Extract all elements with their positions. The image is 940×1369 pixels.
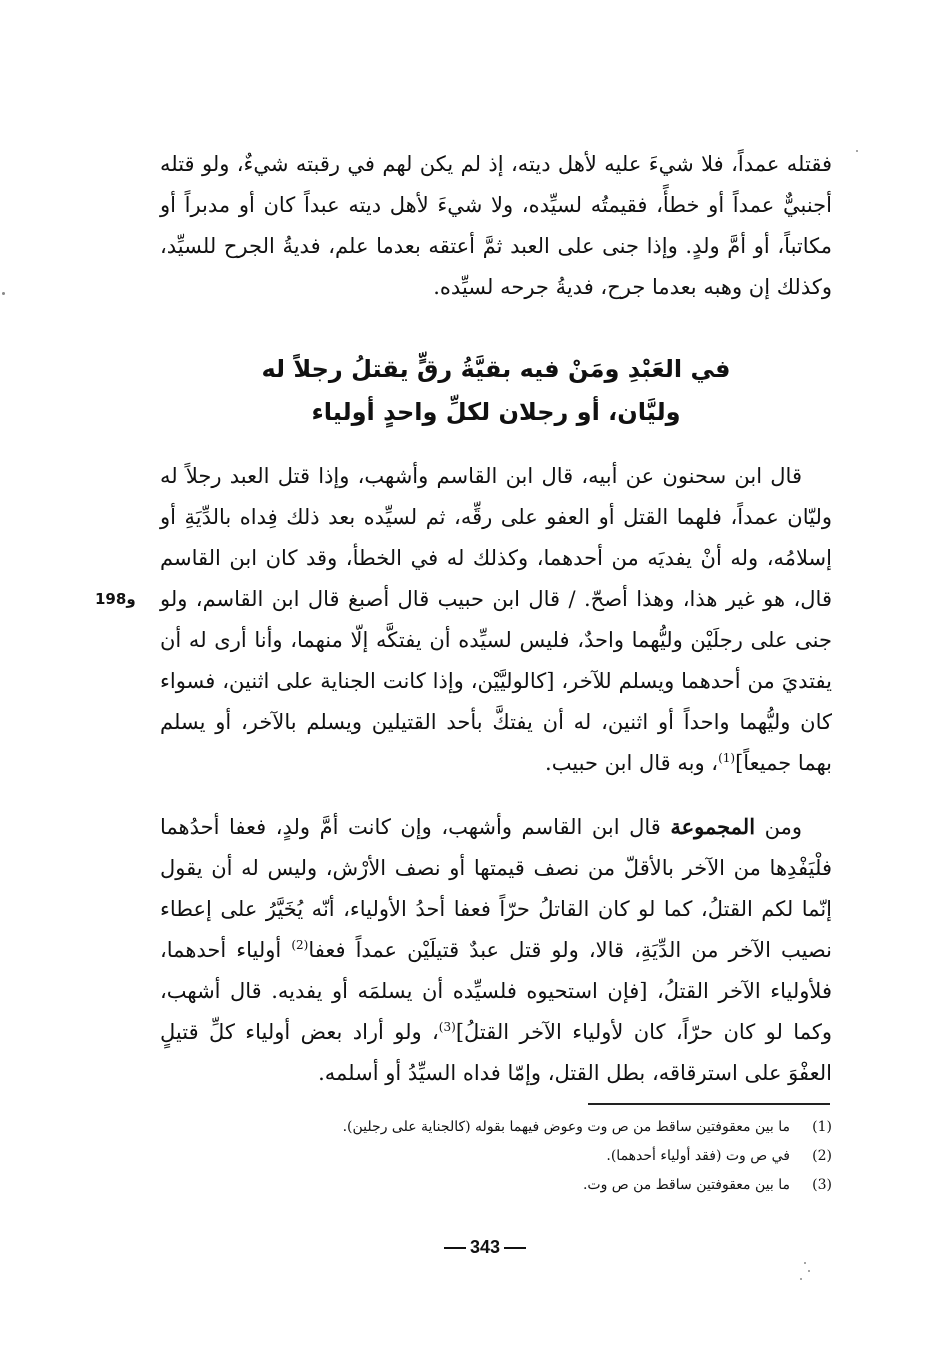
dash-left [444,1247,466,1249]
paragraph-3-part-1: قال ابن القاسم وأشهب، وإن كانت أمَّ ولدٍ، فعفا أحدُهما فلْيَفْدِها من الآخر بالأقلّ من نصف قيمتها أو نصف الأرْش، وليس له أن يقول إنّما لكم القتلُ، كما لو كان القاتلُ حرّاً فعفا أحدُ الأولياء، أنّه يُخَيَّرُ على إعطاء نصيب الآخر من الدِّيَةِ، قالا، ولو قتل عبدٌ قتيلَيْن عمداً فعفا [160,815,832,962]
footnote-text: ما بين معقوفتين ساقط من ص وت. [582,1177,790,1193]
paragraph-3-part-3: ، ولو أراد بعض أولياء كلِّ قتيلٍ العفْوَ على استرقاقه، بطل القتل، وإمّا فداه السيِّدُ أو أسلمه. [160,1020,832,1085]
heading-line-2: وليَّان، أو رجلان لكلِّ واحدٍ أولياء [311,398,681,426]
footnote-separator [588,1103,830,1105]
footnote-ref-3[interactable]: (3) [438,1020,456,1034]
footnote-ref-2[interactable]: (2) [291,938,309,952]
page-number-value: 343 [469,1237,501,1257]
paragraph-2-text [160,456,832,784]
footnote-text: ما بين معقوفتين ساقط من ص وت وعوض فيهما بقوله (كالجناية على رجلين). [342,1119,790,1135]
margin-folio-note: 198و [95,590,136,608]
footnote-number: (2) [812,1148,832,1164]
scan-speck [804,1262,806,1264]
paragraph-1-text: فقتله عمداً، فلا شيءَ عليه لأهل ديته، إذ لم يكن لهم في رقبته شيءٌ، ولو قتله أجنبيٌّ عمداً أو خطأً، فقيمتُه لسيِّده، ولا شيءَ لأهل ديته عبداً كان أو مدبراً أو مكاتباً، أو أمَّ ولدٍ. وإذا جنى على العبد ثمَّ أعتقه بعدما علم، فديةُ الجرح للسيِّد، وكذلك إن وهبه بعدما جرح، فديةُ جرحه لسيِّده. [160,152,832,299]
heading-line-1: في العَبْدِ ومَنْ فيه بقيَّةُ رقٍّ يقتلُ رجلاً له [261,355,731,383]
paragraph-3-text [160,806,832,1094]
scan-speck [800,1278,802,1280]
paragraph-2-part-2: ، وبه قال ابن حبيب. [545,751,719,775]
dash-right [504,1247,526,1249]
source-title: المجموعة [670,814,756,839]
scan-speck [808,1270,810,1272]
paragraph-3-part-2: أولياء أحدهما، فلأولياء الآخر القتلُ، [فإن استحيوه فلسيِّده أن يسلمَه أو يفديه. قال أشهب، وكما لو كان حرّاً، كان لأولياء الآخر القتلُ] [160,938,832,1044]
footnote-item [200,1142,832,1171]
footnote-text: في ص وت (فقد أولياء أحدهما). [606,1148,790,1164]
footnote-number: (3) [812,1177,832,1193]
scan-speck [2,292,5,295]
footnote-ref-1[interactable]: (1) [718,751,736,765]
paragraph-3 [160,806,832,1094]
footnotes [200,1113,832,1200]
section-heading [160,348,832,434]
footnote-number: (1) [812,1119,832,1135]
footnote-item [200,1113,832,1142]
paragraph-2-part-1: قال ابن سحنون عن أبيه، قال ابن القاسم وأشهب، وإذا قتل العبد رجلاً له وليّان عمداً، فلهما القتل أو العفو على رقِّه، ثم لسيِّده بعد ذلك فِداه بالدِّيَةِ أو إسلامُه، وله أنْ يفديَه من أحدهما، وكذلك له في الخطأ، وقد كان ابن القاسم قال، هو غير هذا، وهذا أصحّ. / قال ابن حبيب قال أصبغ قال ابن القاسم، ولو جنى على رجلَيْن وليُّهما واحدٌ، فليس لسيِّده أن يفتكَّه إلّا منهما، وأنا أرى له أن يفتديَ من أحدهما ويسلم للآخر، [كالوليَّيْن، وإذا كانت الجناية على اثنين، فسواء كان وليُّهما واحداً أو اثنين، له أن يفتكَّ بأحد القتيلين ويسلم بالآخر، أو يسلم بهما جميعاً] [160,464,832,775]
paragraph-1 [160,144,832,308]
scan-speck [856,150,858,152]
paragraph-3-lead: ومن [764,815,802,839]
page-number [400,1237,570,1258]
footnote-item [200,1171,832,1200]
paragraph-2 [160,456,832,784]
